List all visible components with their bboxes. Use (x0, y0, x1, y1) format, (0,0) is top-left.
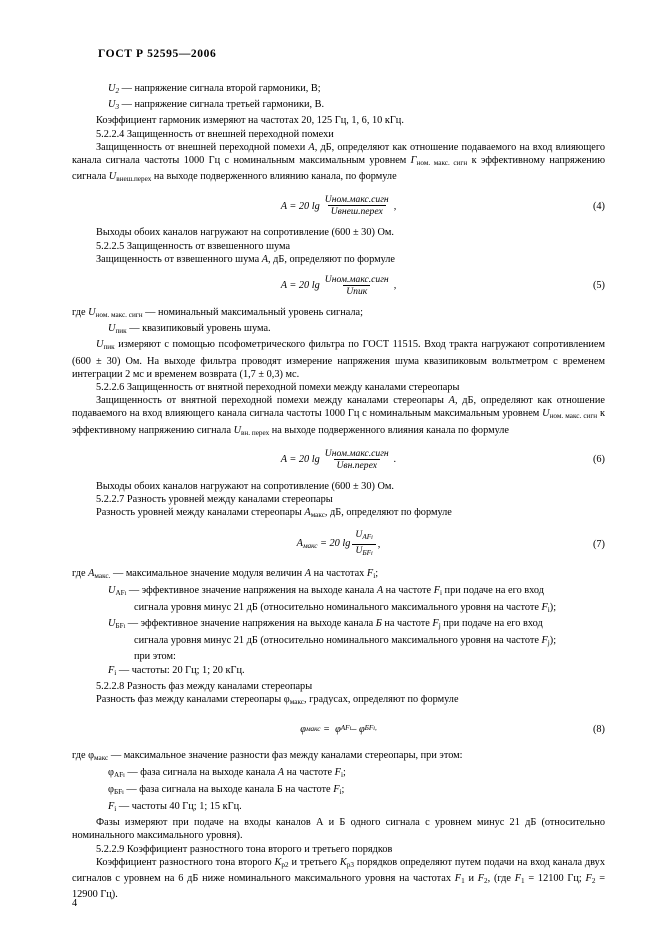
paragraph: $U_{пик}$ измеряют с помощью псофометрического фильтра по ГОСТ 11515. Вход тракта нагружают сопротивлением (600 ± 30) Ом. На выходе фильтра проводят измерение напряжения шума квазипиковым вольтметром с временем интеграции 2 мс и временем возврата (1,7 ± 0,3) мс. (72, 339, 605, 380)
definition-line: $U_{БFi}$ — эффективное значение напряжения на выходе канала Б на частоте $F_j$ при подаче на его вход сигнала уровня минус 21 дБ (относительно номинального максимального уровня на частоте $F_j$); при этом: (108, 618, 557, 663)
formula-6-tail: . (393, 454, 397, 466)
document-body (72, 82, 605, 901)
paragraph: Коэффициент разностного тона второго $K_{р2}$ и третьего $K_{р3}$ порядков определяют путем подачи на вход канала двух сигналов с уровнем на 6 дБ ниже номинального максимального уровня на частотах $F_1$ и $F_2$, (где $F_1 = 12100$ Гц; $F_2 = 12900$ Гц). (72, 856, 605, 901)
paragraph: Разность фаз между каналами стереопары $\varphi_{макс}$, градусах, определяют по формуле (96, 694, 459, 707)
paragraph: Выходы обоих каналов нагружают на сопротивление (600 ± 30) Ом. (96, 227, 395, 239)
formula-5 (72, 273, 605, 299)
page-number: 4 (72, 898, 78, 909)
formula-6-number: (6) (592, 454, 605, 466)
clause-heading: 5.2.2.4 Защищенность от внешней переходной помехи (96, 128, 334, 140)
paragraph: где $A_{макс.}$ — максимальное значение модуля величин A на частотах $F_i$; (72, 568, 379, 581)
formula-5-number: (5) (592, 280, 605, 292)
formula-7-lhs: $A_{макс} = 20$ lg (296, 537, 351, 550)
definition-line: $\varphi_{AFi}$ — фаза сигнала на выходе канала А на частоте $F_i$; (108, 766, 346, 779)
formula-7-fraction (352, 529, 375, 560)
definition-line: $U_{AFi}$ — эффективное значение напряжения на выходе канала А на частоте $F_i$ при подаче на его вход сигнала уровня минус 21 дБ (относительно номинального максимального уровня на частоте $F_i$); (108, 584, 557, 614)
formula-7-denominator: $U_{БFi}$ (352, 544, 375, 560)
paragraph: Защищенность от внешней переходной помехи А, дБ, определяют как отношение подаваемого на вход влияющего канала сигнала частоты 1000 Гц с номинальным максимальным уровнем $Г_{ном. макс. сигн}$ к эффективному напряжению сигнала $U_{внеш.перех}$ на выходе подверженного влиянию канала, по формуле (72, 141, 606, 184)
clause-heading: 5.2.2.7 Разность уровней между каналами стереопары (96, 494, 333, 506)
formula-4-number: (4) (592, 200, 605, 212)
formula-5-fraction (322, 274, 392, 297)
definition-line: $F_i$ — частоты: 20 Гц; 1; 20 кГц. (108, 664, 245, 677)
formula-5-tail: , (393, 280, 397, 292)
formula-4-tail: , (393, 200, 397, 212)
clause-heading: 5.2.2.8 Разность фаз между каналами стереопары (96, 680, 313, 692)
paragraph: где $U_{ном. макс. сигн}$ — номинальный максимальный уровень сигнала; (72, 307, 363, 320)
formula-4-denominator: Uвнеш.перех (328, 205, 386, 217)
formula-6-lhs: A = 20 lg (280, 454, 320, 466)
clause-heading: 5.2.2.6 Защищенность от внятной переходной помехи между каналами стереопары (96, 382, 460, 394)
formula-7-number: (7) (592, 539, 605, 551)
formula-6 (72, 447, 605, 473)
formula-8-number: (8) (592, 723, 605, 735)
formula-8 (72, 716, 605, 742)
formula-6-denominator: Uвн.перех (334, 459, 381, 471)
paragraph: Выходы обоих каналов нагружают на сопротивление (600 ± 30) Ом. (96, 480, 395, 492)
definition-line: $U_{пик}$ — квазипиковый уровень шума. (108, 323, 271, 336)
formula-5-denominator: Uпик (343, 285, 370, 297)
formula-7 (72, 529, 605, 560)
definition-line: $U_2$ — напряжение сигнала второй гармоники, В; (108, 83, 321, 95)
definition-line: $F_i$ — частоты 40 Гц; 1; 15 кГц. (108, 800, 242, 813)
clause-heading: 5.2.2.9 Коэффициент разностного тона второго и третьего порядков (96, 843, 393, 855)
formula-6-numerator: Uном.макс.сигн (324, 447, 389, 459)
paragraph: Коэффициент гармоник измеряют на частотах 20, 125 Гц, 1, 6, 10 кГц. (96, 115, 404, 127)
formula-5-lhs: A = 20 lg (280, 280, 320, 292)
paragraph: где $\varphi_{макс}$ — максимальное значение разности фаз между каналами стереопары, при этом: (72, 750, 463, 763)
formula-4 (72, 193, 605, 219)
paragraph: Фазы измеряют при подаче на входы каналов А и Б одного сигнала с уровнем минус 21 дБ (относительно номинального максимального уровня). (72, 817, 605, 842)
formula-6-fraction (322, 448, 392, 471)
formula-7-tail: , (377, 539, 381, 551)
paragraph: Разность уровней между каналами стереопары $A_{макс}$, дБ, определяют по формуле (96, 507, 452, 520)
formula-4-lhs: A = 20 lg (280, 200, 320, 212)
formula-4-fraction (322, 194, 392, 217)
paragraph: Защищенность от внятной переходной помехи между каналами стереопары А, дБ, определяют как отношение подаваемого на вход влияющего канала сигнала частоты 1000 Гц с номинальным максимальным уровнем $U_{ном. макс. сигн}$ к эффективному напряжению сигнала $U_{вн. перех}$ на выходе подверженного влияния канала по формуле (72, 395, 606, 437)
formula-4-numerator: Uном.макс.сигн (324, 194, 389, 206)
clause-heading: 5.2.2.5 Защищенность от взвешенного шума (96, 240, 291, 252)
formula-8-expression: φ макс = φ AFi – φ БFi, (300, 723, 377, 735)
paragraph: Защищенность от взвешенного шума А, дБ, определяют по формуле (96, 253, 395, 265)
page-header: ГОСТ Р 52595—2006 (98, 48, 217, 60)
formula-5-numerator: Uном.макс.сигн (324, 274, 389, 286)
definition-line: $U_3$ — напряжение сигнала третьей гармоники, В. (108, 99, 325, 112)
formula-7-numerator: $U_{AFi}$ (355, 528, 373, 541)
definition-line: $\varphi_{БFi}$ — фаза сигнала на выходе канала Б на частоте $F_i$; (108, 783, 345, 796)
